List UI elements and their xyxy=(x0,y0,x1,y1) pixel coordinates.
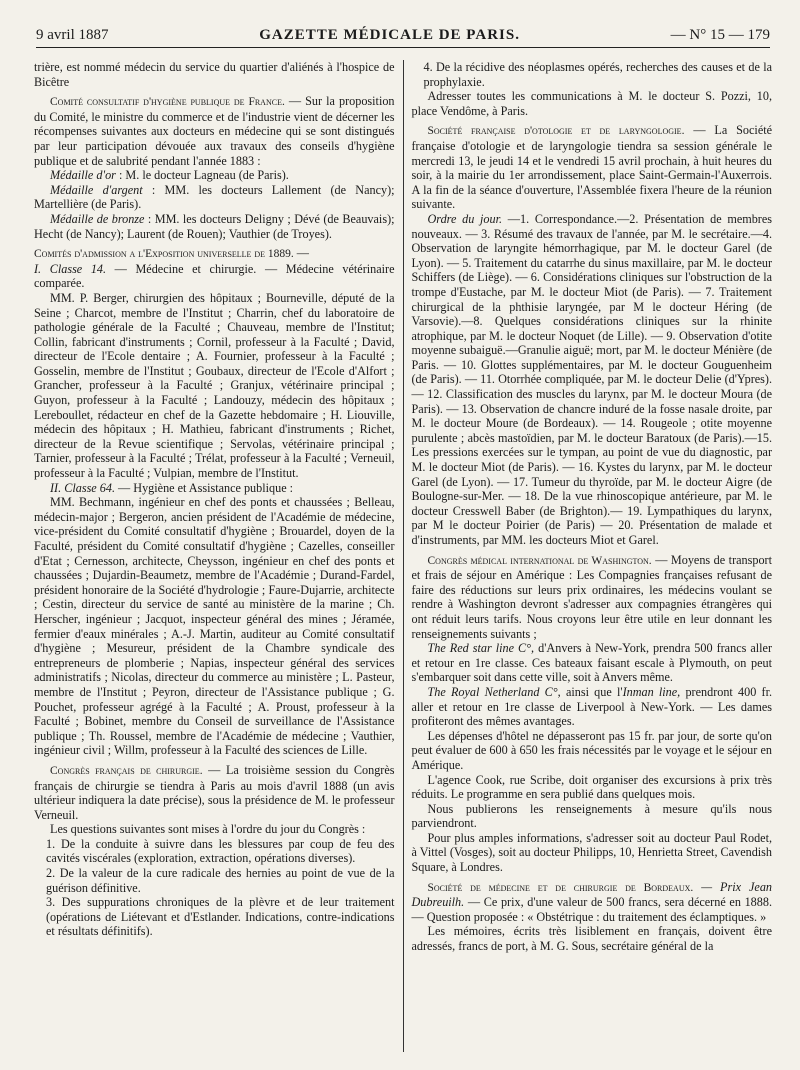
medal-silver xyxy=(34,183,395,212)
medal-text: : M. le docteur Lagneau (de Paris). xyxy=(115,168,289,183)
question-item: 4. De la récidive des néoplasmes opérés, recherches des causes et de la prophylaxie. xyxy=(423,60,773,89)
journal-title: GAZETTE MÉDICALE DE PARIS. xyxy=(259,27,520,43)
section-heading: Comité consultatif d'hygiène publique de France. xyxy=(50,96,285,109)
paragraph: trière, est nommé médecin du service du quartier d'aliénés à l'hospice de Bicêtre xyxy=(34,60,395,89)
info-paragraph: Pour plus amples informations, s'adresser soit au docteur Paul Rodet, à Vittel (Vosges), soit au docteur Philipps, 10, Henrietta Street, Cavendish Square, à Londres. xyxy=(411,830,773,875)
section-text: — La Société française d'otologie et de laryngologie tiendra sa session générale le mercredi 13, le jeudi 14 et le vendredi 15 avril prochain, à huit heures du soir, à la mairie du 1er arrondissement, place Saint-Germain-l'Auxerrois. A la fin de la séance d'ouverture, l'Assemblée fixera l'heure de la réunion suivante. xyxy=(411,123,773,212)
medal-bronze xyxy=(34,212,395,241)
section-hygiene xyxy=(34,94,395,168)
class-64-members: MM. Bechmann, ingénieur en chef des ponts et chaussées ; Belleau, médecin-major ; Bergeron, ancien président de l'Académie de médecine, vice-président du Comité consultatif d'hygiène ; Brouardel, doyen de la Faculté, président du Comité consultatif d'hygiène ; Cazelles, conseiller d'Etat ; Cernesson, architecte, Cheysson, ingénieur en chef des ponts et chaussées ; Dujardin-Beaumetz, membre de l'Académie ; Durand-Fardel, président honoraire de la Société d'hydrologie ; Faure-Dujarrie, architecte ; Cestin, directeur du service de santé au ministère de la marine ; Ch. Herscher, ingénieur ; Jacquot, inspecteur général des mines ; Jéramée, fermier d'eaux minérales ; A.-J. Martin, auditeur au Comité consultatif d'hygiène ; Mesureur, président de la Chambre syndicale des entrepreneurs de plomberie ; Napias, inspecteur général des services administratifs ; Nicolas, directeur du commerce au ministère ; L. Pasteur, membre de l'Institut ; Peyron, directeur de l'Assistance publique ; G. Pouchet, professeur agrégé à la Faculté ; A. Proust, professeur à la Faculté ; Bobinet, membre du Conseil de surveillance de l'Assistance publique ; Th. Roussel, membre de l'Académie de médecine ; Vauthier, ingénieur civil ; Willm, professeur à la Faculté des sciences de Lille. xyxy=(34,495,395,758)
royal-netherland xyxy=(412,685,773,729)
class-text: — Médecine et chirurgie. — Médecine vétérinaire comparée. xyxy=(34,261,395,291)
right-column xyxy=(404,60,773,1052)
medal-label: Médaille de bronze xyxy=(50,211,145,226)
medal-label: Médaille d'argent xyxy=(50,182,143,197)
section-text: — La troisième session du Congrès français de chirurgie se tiendra à Paris au mois d'avril 1888 (un avis ultérieur indiquera la date précise), sous la présidence de M. le professeur Verneuil. xyxy=(34,762,395,822)
address-paragraph: Adresser toutes les communications à M. le docteur S. Pozzi, 10, place Vendôme, à Paris. xyxy=(411,89,773,118)
section-heading: Comités d'admission a l'Exposition universelle de 1889. xyxy=(34,248,294,261)
header-date: 9 avril 1887 xyxy=(36,27,109,43)
agenda xyxy=(412,212,773,548)
medal-text: : MM. les docteurs Lallement (de Nancy); Martellière (de Paris). xyxy=(34,182,395,212)
section-heading: Société de médecine et de chirurgie de Bordeaux. xyxy=(427,881,694,894)
red-star-line xyxy=(412,641,773,685)
section-washington xyxy=(412,553,773,642)
class-14-members: MM. P. Berger, chirurgien des hôpitaux ; Bourneville, député de la Seine ; Charcot, membre de l'Institut ; Charrin, chef du laboratoire de pathologie générale de la Faculté ; Chauveau, membre de l'Institut; Collin, fabricant d'instruments ; Cornil, professeur à la Faculté ; David, directeur de l'Ecole dentaire ; A. Fournier, professeur à la Faculté ; Gosselin, membre de l'Institut ; Goubaux, directeur de l'Ecole d'Alfort ; Grancher, professeur à la Faculté ; Granjux, vétérinaire principal ; Guyon, professeur à la Faculté ; Landouzy, médecin des hôpitaux ; Lereboullet, rédacteur en chef de la Gazette hebdomaire ; H. Liouville, médecin des hôpitaux ; H. Mathieu, fabricant d'instruments ; Richet, directeur de la Revue scientifique ; Servolas, vétérinaire principal ; Tarnier, professeur à la Faculté ; Trélat, professeur à la Faculté ; Verneuil, professeur à la Faculté ; Vulpian, membre de l'Institut. xyxy=(34,290,395,481)
section-otology xyxy=(412,123,773,212)
hotel-paragraph: Les dépenses d'hôtel ne dépasseront pas 15 fr. par jour, de sorte qu'on peut évaluer de 600 à 650 les frais nécessités par le voyage et le séjour en Amérique. xyxy=(411,728,773,772)
section-heading: Société française d'otologie et de laryngologie. xyxy=(427,125,685,138)
section-surgery-congress xyxy=(34,763,395,822)
section-text: — Sur la proposition du Comité, le ministre du commerce et de l'industrie vient de décerner les récompenses suivantes aux docteurs en médecine qui se sont distingués par leur participation dévouée aux travaux des conseils d'hygiène publique et de salubrité pendant l'année 1883 : xyxy=(34,94,395,168)
section-exposition: Comités d'admission a l'Exposition universelle de 1889. — xyxy=(34,246,309,261)
prize-name: — Prix Jean Dubreuilh. xyxy=(411,879,773,910)
company-label: The Royal Netherland C°, xyxy=(427,684,561,699)
section-bordeaux xyxy=(412,880,773,925)
company-text: d'Anvers à New-York, prendra 500 francs aller et retour en 1re classe. Ces bateaux faisant escale à Plymouth, on peut s'embarquer soit dans cette ville, soit à Anvers même. xyxy=(411,641,773,685)
class-text: — Hygiène et Assistance publique : xyxy=(115,480,294,495)
class-label: II. Classe 64. xyxy=(50,480,115,495)
section-text: — Ce prix, d'une valeur de 500 francs, sera décerné en 1888. — Question proposée : « Obstétrique : du traitement des éclamptiques. » xyxy=(411,895,773,924)
company-label: The Red star line C°, xyxy=(427,641,535,656)
medal-text: : MM. les docteurs Deligny ; Dévé (de Beauvais); Hecht (de Nancy); Laurent (de Rouen); Vauthier (de Troyes). xyxy=(34,211,395,241)
questions-intro: Les questions suivantes sont mises à l'ordre du jour du Congrès : xyxy=(50,822,366,837)
company-text: ainsi que l' xyxy=(560,684,623,699)
cook-paragraph: L'agence Cook, rue Scribe, doit organiser des excursions à prix très réduits. Le programme en sera publié dans quelques mois. xyxy=(411,772,773,802)
question-item: 2. De la valeur de la cure radicale des hernies au point de vue de la guérison définitive. xyxy=(46,866,395,895)
publish-paragraph: Nous publierons les renseignements à mesure qu'ils nous parviendront. xyxy=(411,801,773,831)
company-text: prendront 400 fr. aller et retour en 1re classe de Liverpool à New-York. — Les dames profiteront des mêmes avantages. xyxy=(411,684,773,729)
question-item: 3. Des suppurations chroniques de la plèvre et de leur traitement (opérations de Liétevant et d'Estlander. Indications, contre-indications et résultats définitifs). xyxy=(46,895,395,939)
section-text: — Moyens de transport et frais de séjour en Amérique : Les Compagnies françaises refusant de faire des réductions sur leurs prix ordinaires, les médecins voulant se rendre à Washington devront s'adresser aux compagnies étrangères qui ont réduit leurs tarifs. Nous croyons leur être utile en leur donnant les renseignements suivants ; xyxy=(411,552,773,641)
left-column xyxy=(34,60,403,1052)
issue-number: — N° 15 — 179 xyxy=(670,27,770,43)
text-columns xyxy=(34,60,772,1052)
class-14 xyxy=(34,262,395,291)
question-item: 1. De la conduite à suivre dans les blessures par coup de feu des cavités viscérales (exploration, extraction, opérations diverses). xyxy=(46,836,395,866)
memoires-paragraph: Les mémoires, écrits très lisiblement en français, doivent être adressés, francs de port, à M. G. Sous, secrétaire général de la xyxy=(411,924,773,954)
medal-label: Médaille d'or xyxy=(50,168,116,183)
page-header xyxy=(36,18,770,48)
medal-gold xyxy=(34,168,395,183)
section-heading: Congrès français de chirurgie. xyxy=(50,764,203,777)
class-64 xyxy=(34,481,395,496)
company-label: Inman line, xyxy=(622,684,681,699)
class-label: I. Classe 14. xyxy=(34,261,107,276)
agenda-label: Ordre du jour. xyxy=(427,211,503,226)
agenda-text: —1. Correspondance.—2. Présentation de membres nouveaux. — 3. Résumé des travaux de l'année, par M. le secrétaire.—4. Observation de laryngite hémorrhagique, par M. le docteur Garel (de Lyon). — 5. Traitement du catarrhe du sinus maxillaire, par M. le docteur Schiffers (de Liège). — 6. Considérations cliniques sur l'obstruction de la trompe d'Eustache, par M. le docteur Miot (de Paris). — 7. Traitement chirurgical de la phthisie laryngée, par M le docteur Héring (de Varsovie).—8. Quelques considérations cliniques sur la rhinite atrophique, par M. le docteur Noquet (de Lille). — 9. Observation d'otite moyenne subaiguë.—Granulie aiguë; mort, par M. le docteur Ménière (de Paris. — 10. Glottes supplémentaires, par M. le docteur Gouguenheim (de Paris). — 11. Otorrhée compliquée, par M. le docteur Delie (d'Ypres). — 12. Classification des muscles du larynx, par M. le docteur Moura (de Paris). — 13. Observation de chancre induré de la fosse nasale droite, par M. le docteur Moure (de Bordeaux). — 14. Rougeole ; otite moyenne purulente ; abcès mastoïdien, par M. le docteur Baratoux (de Paris).—15. Les pressions exercées sur le tympan, au point de vue du diagnostic, par M. le docteur Miot (de Paris). — 16. Kystes du larynx, par M. le docteur Garel (de Lyon). — 17. Tumeur du thyroïde, par M. le docteur Aigre (de Boulogne-sur-Mer. — 18. De la vue rhinoscopique antérieure, par M. le docteur Cresswell Baber (de Brighton).— 19. Lympathiques du larynx, par M le docteur Poirier (de Paris) — 20. Présentation de malade et d'instruments, par MM. les docteurs Miot et Garel. xyxy=(411,211,773,547)
section-heading: Congrès médical international de Washington. xyxy=(427,554,652,567)
